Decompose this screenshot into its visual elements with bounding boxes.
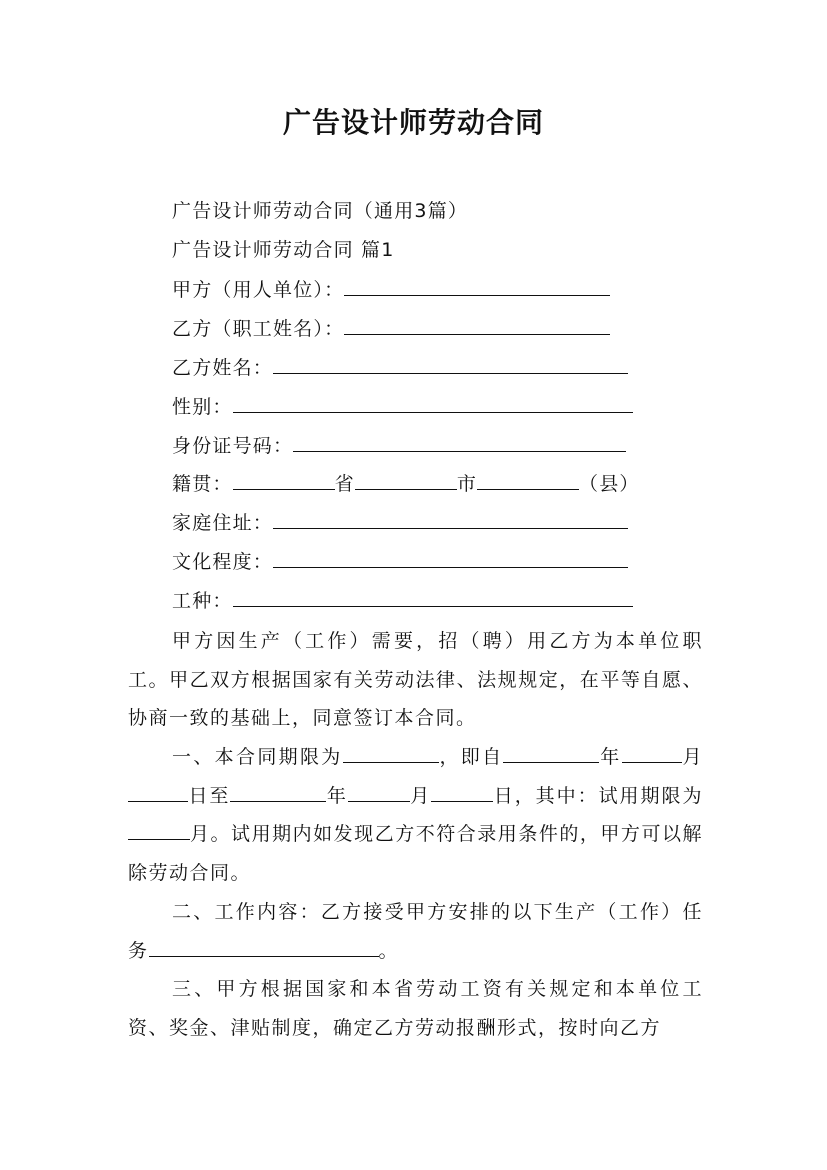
city-blank (355, 469, 457, 490)
term-text-a: 一、本合同期限为 (172, 746, 343, 768)
field-id-number-label: 身份证号码： (172, 435, 294, 457)
field-native-place-label: 籍贯： (172, 473, 233, 495)
work-content-end: 。 (378, 939, 400, 962)
end-year-blank (230, 781, 326, 802)
start-month-blank (622, 742, 682, 763)
work-task-blank (149, 936, 379, 957)
work-content-text: 二、工作内容：乙方接受甲方安排的以下生产（工作）任务 (128, 901, 703, 962)
field-education (172, 547, 628, 576)
field-home-address (172, 508, 628, 537)
field-party-a (172, 275, 610, 304)
field-work-type (172, 586, 633, 615)
start-year-blank (503, 742, 599, 763)
field-id-number (172, 431, 626, 460)
county-label: （县） (579, 473, 640, 495)
paragraph-term (128, 738, 703, 893)
field-work-type-label: 工种： (172, 590, 233, 612)
probation-blank (128, 819, 190, 840)
party-b-blank (344, 314, 610, 335)
term-text-d: 月 (681, 746, 703, 768)
field-party-b-label: 乙方（职工姓名）： (172, 318, 345, 340)
field-party-b (172, 314, 610, 343)
paragraph-intro: 甲方因生产（工作）需要，招（聘）用乙方为本单位职工。甲乙双方根据国家有关劳动法律、法规规定，在平等自愿、协商一致的基础上，同意签订本合同。 (128, 630, 703, 730)
end-month-blank (348, 781, 410, 802)
term-text-c: 年 (599, 746, 622, 768)
term-text-e: 日至 (188, 784, 231, 807)
heading-part-one: 广告设计师劳动合同 篇1 (172, 239, 395, 261)
home-address-blank (273, 508, 628, 529)
field-gender-label: 性别： (172, 396, 233, 418)
term-text-b: ，即自 (438, 746, 504, 768)
field-home-address-label: 家庭住址： (172, 512, 274, 534)
paragraph-work-content (128, 893, 703, 970)
start-day-blank (128, 781, 188, 802)
field-native-place (172, 469, 640, 498)
paragraph-wages: 三、甲方根据国家和本省劳动工资有关规定和本单位工资、奖金、津贴制度，确定乙方劳动报酬形式，按时向乙方 (128, 978, 703, 1039)
province-label: 省 (334, 473, 355, 495)
document-title: 广告设计师劳动合同 (282, 106, 544, 139)
county-blank (477, 469, 579, 490)
b-name-blank (273, 353, 628, 374)
term-text-i: 月。试用期内如发现乙方不符合录用条件的，甲方可以解除劳动合同。 (128, 823, 703, 885)
field-party-a-label: 甲方（用人单位）： (172, 279, 345, 301)
education-blank (273, 547, 628, 568)
field-b-name (172, 353, 628, 382)
field-b-name-label: 乙方姓名： (172, 357, 274, 379)
end-day-blank (431, 781, 493, 802)
province-blank (233, 469, 335, 490)
work-type-blank (233, 586, 633, 607)
term-text-f: 年 (326, 784, 348, 807)
term-text-g: 月 (409, 784, 432, 807)
heading-general: 广告设计师劳动合同（通用3篇） (172, 200, 469, 222)
field-education-label: 文化程度： (172, 551, 274, 573)
city-label: 市 (456, 473, 478, 495)
field-gender (172, 392, 633, 421)
term-text-h: 日，其中：试用期限为 (493, 784, 703, 807)
gender-blank (233, 392, 633, 413)
party-a-blank (344, 275, 610, 296)
id-number-blank (293, 431, 626, 452)
term-period-blank (343, 742, 439, 763)
